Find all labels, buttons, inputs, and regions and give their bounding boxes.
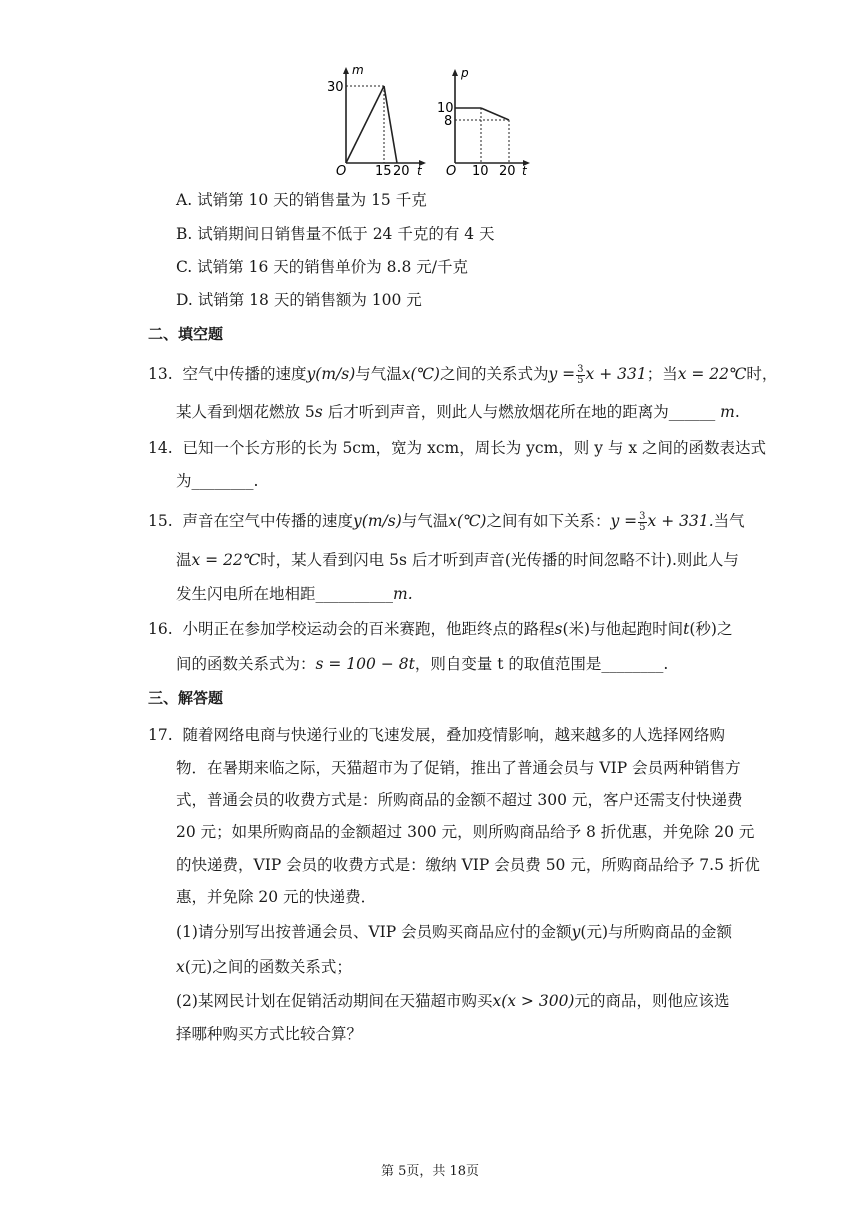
question-16-line-2	[176, 654, 668, 674]
right-chart	[437, 66, 530, 179]
q13-math: m	[720, 403, 735, 421]
left-rising-line	[346, 86, 384, 163]
right-sloped-line	[481, 108, 509, 120]
fraction	[576, 365, 584, 386]
fraction-denominator: 5	[639, 521, 646, 533]
right-y-axis-label: p	[461, 66, 469, 80]
q13-text: 与气温	[355, 365, 402, 383]
q13-text: 某人看到烟花燃放 5	[176, 403, 315, 421]
q13-math: x + 331	[585, 365, 647, 383]
question-17-line-3: 式，普通会员的收费方式是：所购商品的金额不超过 300 元，客户还需支付快递费	[176, 791, 743, 809]
q13-text: 之间的关系式为	[439, 365, 549, 383]
choice-a	[176, 190, 427, 210]
question-14	[148, 438, 766, 458]
q13-text: 空气中传播的速度	[182, 365, 307, 383]
figure-graphs	[326, 62, 536, 180]
answer-blank: __________	[315, 585, 394, 603]
q17-text: 随着网络电商与快递行业的飞速发展，叠加疫情影响，越来越多的人选择网络购	[182, 726, 726, 744]
q13-text: 后才听到声音，则此人与燃放烟花所在地的距离为	[322, 403, 669, 421]
q13-math: y =	[548, 365, 576, 383]
choice-d	[176, 290, 422, 310]
right-y-tick-10: 10	[437, 101, 454, 116]
q17-text: (2)某网民计划在促销活动期间在天猫超市购买	[176, 992, 493, 1010]
q17-text: (元)之间的函数关系式；	[184, 958, 352, 976]
question-13-line-2: 某人看到烟花燃放 5s 后才听到声音，则此人与燃放烟花所在地的距离为______ m.	[176, 403, 740, 421]
q16-math: s = 100 − 8t	[315, 655, 415, 673]
fraction-numerator: 3	[639, 510, 646, 522]
right-x-tick-10: 10	[472, 164, 489, 179]
question-16	[148, 619, 732, 639]
q17-text: (元)与所购商品的金额	[580, 923, 733, 941]
question-17-part-2	[176, 991, 730, 1011]
q17-math: x(x > 300)	[492, 992, 575, 1010]
q15-text: 声音在空气中传播的速度	[182, 512, 354, 530]
q14-text: 已知一个长方形的长为 5cm，宽为 xcm，周长为 ycm，则 y 与 x 之间的函数表达式	[182, 439, 767, 457]
question-number: 13.	[148, 365, 173, 383]
section-heading-fill-in: 二、填空题	[148, 325, 224, 343]
left-x-axis-label: t	[417, 164, 422, 178]
q17-math: y	[571, 923, 581, 941]
question-17-line-6: 惠，并免除 20 元的快递费．	[176, 888, 377, 906]
q15-math: m.	[393, 585, 413, 603]
q15-text: 当气	[713, 512, 745, 530]
question-17-line-2: 物．在暑期来临之际，天猫超市为了促销，推出了普通会员与 VIP 会员两种销售方	[176, 759, 741, 777]
question-number: 17.	[148, 726, 173, 744]
q14-text: 为	[176, 472, 192, 490]
page-footer: 第 5页，共 18页	[380, 1164, 480, 1179]
fraction	[638, 512, 646, 533]
q15-math: y =	[610, 512, 638, 530]
q15-text: 之间有如下关系：	[486, 512, 611, 530]
q15-math: y(m/s)	[353, 512, 402, 530]
q13-math: x(℃)	[401, 365, 440, 383]
q17-text: 元的商品，则他应该选	[574, 992, 730, 1010]
q15-text: 温	[176, 551, 192, 569]
question-17-part-1	[176, 922, 732, 942]
question-14-line-2	[176, 471, 258, 491]
question-17-part-2-line-2: 择哪种购买方式比较合算？	[176, 1025, 363, 1043]
left-x-tick-20: 20	[393, 164, 410, 179]
q15-math: x = 22℃	[191, 551, 261, 569]
question-15-line-3	[176, 584, 413, 604]
left-chart	[327, 63, 426, 179]
q17-text: (1)请分别写出按普通会员、VIP 会员购买商品应付的金额	[176, 923, 572, 941]
choice-text: 试销第 16 天的销售单价为 8.8 元/千克	[197, 258, 468, 276]
question-number: 15.	[148, 512, 173, 530]
q16-math: s	[554, 620, 563, 638]
right-x-tick-20: 20	[499, 164, 516, 179]
answer-blank: ______	[668, 403, 716, 421]
q17-math: x	[176, 958, 185, 976]
answer-blank: ________.	[601, 655, 669, 673]
fraction-numerator: 3	[577, 363, 584, 375]
right-origin-label: O	[446, 164, 457, 179]
q16-text: (秒)之	[689, 620, 733, 638]
choice-text: 试销期间日销售量不低于 24 千克的有 4 天	[197, 225, 495, 243]
question-17	[148, 725, 725, 745]
q15-text: 时，某人看到闪电 5s 后才听到声音(光传播的时间忽略不计).则此人与	[260, 551, 739, 569]
q15-text: 发生闪电所在地相距	[176, 585, 316, 603]
q13-math: s	[314, 403, 323, 421]
q15-math: x(℃)	[448, 512, 487, 530]
choice-letter: A.	[176, 191, 193, 209]
left-x-tick-15: 15	[375, 164, 392, 179]
q13-text: ；当	[646, 365, 678, 383]
left-origin-label: O	[336, 164, 347, 179]
question-15	[148, 511, 745, 533]
left-y-axis-label: m	[352, 63, 364, 77]
question-13	[148, 364, 777, 386]
question-number: 16.	[148, 620, 173, 638]
choice-letter: B.	[176, 225, 193, 243]
q15-text: 与气温	[401, 512, 449, 530]
right-y-tick-8: 8	[444, 114, 453, 129]
choice-letter: C.	[176, 258, 193, 276]
fraction-denominator: 5	[577, 374, 584, 386]
q16-text: ，则自变量 t 的取值范围是	[414, 655, 602, 673]
q16-text: 小明正在参加学校运动会的百米赛跑，他距终点的路程	[182, 620, 555, 638]
answer-blank: ________.	[191, 472, 259, 490]
question-17-part-1-line-2	[176, 957, 352, 977]
left-falling-line	[384, 86, 397, 163]
q16-text: 间的函数关系式为：	[176, 655, 316, 673]
question-15-line-2	[176, 550, 739, 570]
question-number: 14.	[148, 439, 173, 457]
left-y-tick: 30	[327, 80, 344, 95]
choice-text: 试销第 18 天的销售额为 100 元	[197, 291, 422, 309]
q13-text: 时，	[746, 365, 778, 383]
choice-text: 试销第 10 天的销售量为 15 千克	[197, 191, 427, 209]
right-x-axis-label: t	[522, 164, 527, 178]
q15-math: x + 331.	[647, 512, 714, 530]
section-heading-solve: 三、解答题	[148, 689, 224, 707]
q13-math: x = 22℃	[677, 365, 747, 383]
choice-c	[176, 257, 468, 277]
q13-math: y(m/s)	[306, 365, 356, 383]
choice-b	[176, 224, 495, 244]
q16-math: t	[683, 620, 690, 638]
choice-letter: D.	[176, 291, 193, 309]
question-17-line-4: 20 元；如果所购商品的金额超过 300 元，则所购商品给予 8 折优惠，并免除 20 元	[176, 823, 755, 841]
q16-text: (米)与他起跑时间	[562, 620, 684, 638]
question-17-line-5: 的快递费，VIP 会员的收费方式是：缴纳 VIP 会员费 50 元，所购商品给予 7.5 折优	[176, 856, 760, 874]
